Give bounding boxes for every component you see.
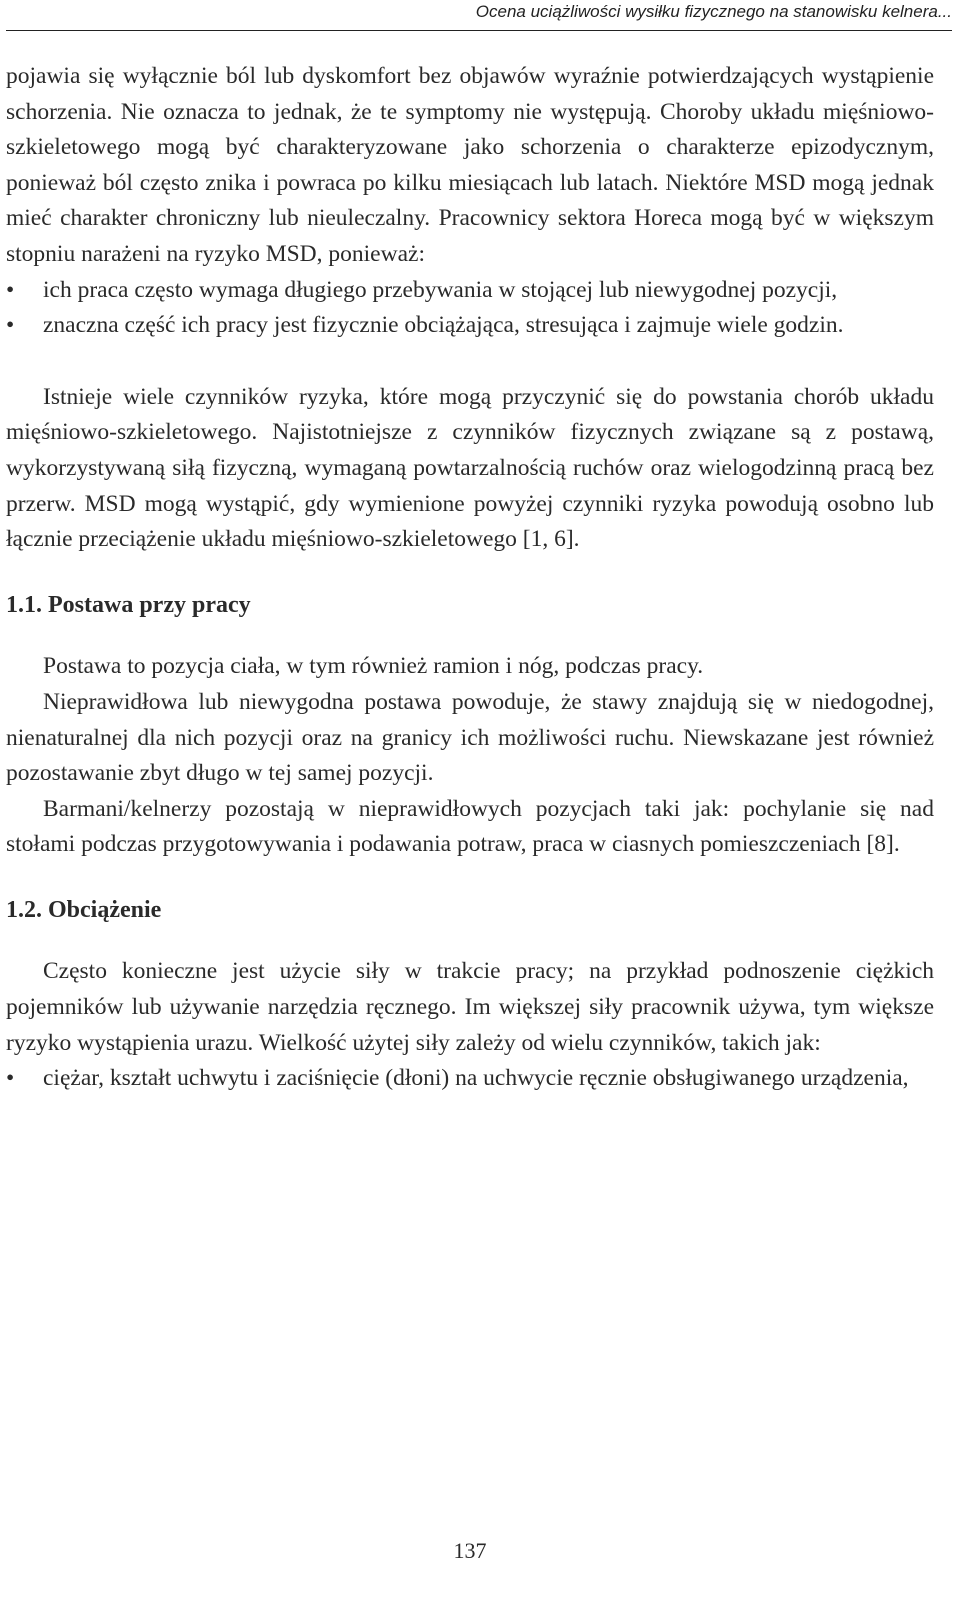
load-paragraph: Często konieczne jest użycie siły w trakcie pracy; na przykład podnoszenie ciężkich pojemników lub używanie narzędzia ręcznego. Im większej siły pracownik używa, tym większe ryzyko wystąpienia urazu. Wielkość użytej siły zależy od wielu czynników, takich jak: <box>6 958 934 1056</box>
bullet-icon: • <box>6 1065 15 1092</box>
section-heading-posture: 1.1. Postawa przy pracy <box>6 591 251 618</box>
page-number: 137 <box>453 1538 487 1563</box>
bullet-icon: • <box>6 312 15 339</box>
list-item-text: ciężar, kształt uchwytu i zaciśnięcie (dłoni) na uchwycie ręcznie obsługiwanego urządzenia, <box>43 1065 909 1092</box>
intro-paragraph: pojawia się wyłącznie ból lub dyskomfort bez objawów wyraźnie potwierdzających wystąpienie schorzenia. Nie oznacza to jednak, że te symptomy nie występują. Choroby układu mięśniowo-szkieletowego mogą być charakteryzowane jako schorzenia o charakterze epizodycznym, ponieważ ból często znika i powraca po kilku miesiącach lub latach. Niektóre MSD mogą jednak mieć charakter chroniczny lub nieuleczalny. Pracownicy sektora Horeca mogą być w większym stopniu narażeni na ryzyko MSD, ponieważ: <box>6 63 934 267</box>
page-body <box>6 59 934 1097</box>
posture-paragraph-2: Nieprawidłowa lub niewygodna postawa powoduje, że stawy znajdują się w niedogodnej, nienaturalnej dla nich pozycji oraz na granicy ich możliwości ruchu. Niewskazane jest również pozostawanie zbyt długo w tej samej pozycji. <box>6 688 934 787</box>
intro-bullet-list <box>6 273 934 344</box>
risk-factors-paragraph: Istnieje wiele czynników ryzyka, które mogą przyczynić się do powstania chorób układu mięśniowo-szkieletowego. Najistotniejsze z czynników fizycznych związane są z postawą, wykorzystywaną siłą fizyczną, wymaganą powtarzalnością ruchów oraz wielogodzinną pracą bez przerw. MSD mogą wystąpić, gdy wymienione powyżej czynniki ryzyka powodują osobno lub łącznie przeciążenie układu mięśniowo-szkieletowego [1, 6]. <box>6 383 934 553</box>
list-item <box>6 308 934 344</box>
bullet-icon: • <box>6 276 15 303</box>
load-bullet-list <box>6 1061 934 1097</box>
posture-paragraph-1: Postawa to pozycja ciała, w tym również ramion i nóg, podczas pracy. <box>43 653 704 680</box>
list-item-text: ich praca często wymaga długiego przebywania w stojącej lub niewygodnej pozycji, <box>43 276 838 303</box>
running-title: Ocena uciążliwości wysiłku fizycznego na stanowisku kelnera... <box>475 2 952 21</box>
list-item <box>6 1061 934 1097</box>
section-heading-load: 1.2. Obciążenie <box>6 896 162 923</box>
running-header <box>6 0 952 31</box>
posture-paragraph-3: Barmani/kelnerzy pozostają w nieprawidłowych pozycjach taki jak: pochylanie się nad stołami podczas przygotowywania i podawania potraw, praca w ciasnych pomieszczeniach [8]. <box>6 795 934 858</box>
list-item-text: znaczna część ich pracy jest fizycznie obciążająca, stresująca i zajmuje wiele godzin. <box>43 312 844 339</box>
list-item <box>6 273 934 309</box>
